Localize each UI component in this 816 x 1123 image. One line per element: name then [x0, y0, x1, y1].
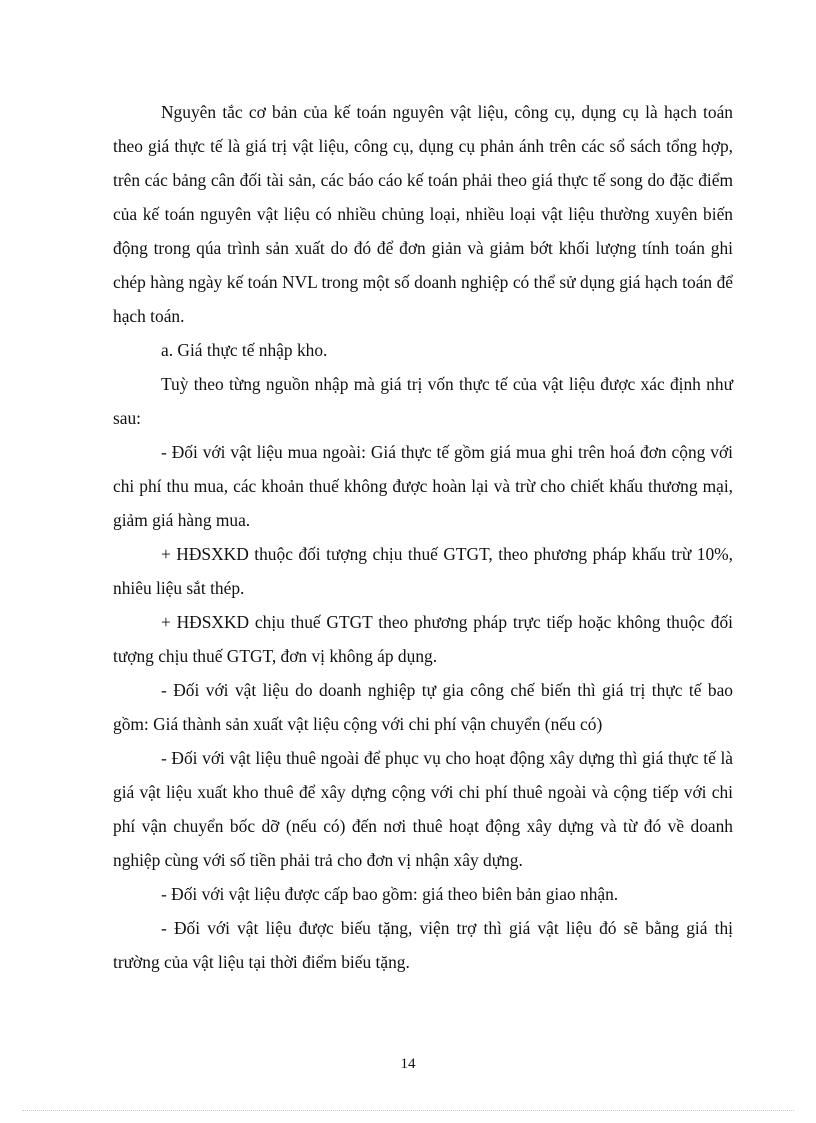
section-heading-actual-price: a. Giá thực tế nhập kho. — [161, 340, 328, 360]
paragraph-import-sources: Tuỳ theo từng nguồn nhập mà giá trị vốn thực tế của vật liệu được xác định như sau: — [113, 374, 733, 428]
page-bottom-divider — [22, 1110, 794, 1111]
paragraph-outsourced: - Đối với vật liệu thuê ngoài để phục vụ cho hoạt động xây dựng thì giá thực tế là giá vật liệu xuất kho thuê để xây dựng cộng với chi phí thuê ngoài và cộng tiếp với chi phí vận chuyển bốc dỡ (nếu có) đến nơi thuê hoạt động xây dựng và từ đó về doanh nghiệp cùng với số tiền phải trả cho đơn vị nhận xây dựng. — [113, 748, 733, 870]
page-body — [113, 95, 733, 979]
page-number: 14 — [400, 1056, 416, 1072]
paragraph-vat-direct: + HĐSXKD chịu thuế GTGT theo phương pháp trực tiếp hoặc không thuộc đối tượng chịu thuế GTGT, đơn vị không áp dụng. — [113, 612, 733, 666]
paragraph-intro: Nguyên tắc cơ bản của kế toán nguyên vật liệu, công cụ, dụng cụ là hạch toán theo giá thực tế là giá trị vật liệu, công cụ, dụng cụ phản ánh trên các sổ sách tổng hợp, trên các bảng cân đối tài sản, các báo cáo kế toán phải theo giá thực tế song do đặc điểm của kế toán nguyên vật liệu có nhiều chủng loại, nhiều loại vật liệu thường xuyên biến động trong qúa trình sản xuất do đó để đơn giản và giảm bớt khối lượng tính toán ghi chép hàng ngày kế toán NVL trong một số doanh nghiệp có thể sử dụng giá hạch toán để hạch toán. — [113, 102, 733, 326]
paragraph-self-processed: - Đối với vật liệu do doanh nghiệp tự gia công chế biến thì giá trị thực tế bao gồm: Giá thành sản xuất vật liệu cộng với chi phí vận chuyển (nếu có) — [113, 680, 733, 734]
paragraph-vat-deduction: + HĐSXKD thuộc đối tượng chịu thuế GTGT, theo phương pháp khấu trừ 10%, nhiêu liệu sắt thép. — [113, 544, 733, 598]
paragraph-allocated: - Đối với vật liệu được cấp bao gồm: giá theo biên bản giao nhận. — [161, 884, 619, 904]
paragraph-donated: - Đối với vật liệu được biếu tặng, viện trợ thì giá vật liệu đó sẽ bằng giá thị trường của vật liệu tại thời điểm biếu tặng. — [113, 918, 733, 972]
paragraph-purchased-materials: - Đối với vật liệu mua ngoài: Giá thực tế gồm giá mua ghi trên hoá đơn cộng với chi phí thu mua, các khoản thuế không được hoàn lại và trừ cho chiết khấu thương mại, giảm giá hàng mua. — [113, 442, 733, 530]
